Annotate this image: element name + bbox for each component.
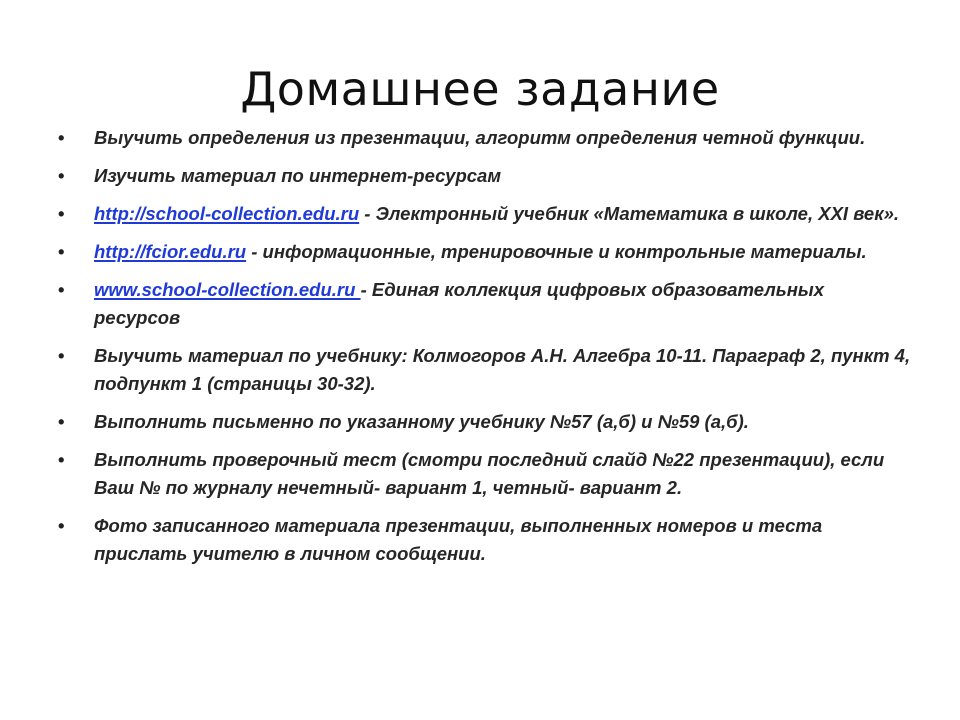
list-item xyxy=(54,446,914,502)
item-text: Выучить материал по учебнику: Колмогоров А.Н. Алгебра 10-11. Параграф 2, пункт 4, подпункт 1 (страницы 30-32). xyxy=(94,345,911,394)
list-item xyxy=(54,162,914,190)
bullet-icon: • xyxy=(58,165,65,186)
item-text: Изучить материал по интернет-ресурсам xyxy=(94,165,502,186)
list-item xyxy=(54,342,914,398)
item-text: Выполнить проверочный тест (смотри последний слайд №22 презентации), если Ваш № по журналу нечетный- вариант 1, четный- вариант 2. xyxy=(94,449,885,498)
www-school-collection-link[interactable]: www.school-collection.edu.ru xyxy=(94,279,361,300)
list-item xyxy=(54,200,914,228)
school-collection-link[interactable]: http://school-collection.edu.ru xyxy=(94,203,360,224)
item-text: Выучить определения из презентации, алгоритм определения четной функции. xyxy=(94,127,866,148)
item-text: Выполнить письменно по указанному учебнику №57 (а,б) и №59 (а,б). xyxy=(94,411,749,432)
bullet-icon: • xyxy=(58,515,65,536)
bullet-icon: • xyxy=(58,279,65,300)
homework-list xyxy=(54,124,914,578)
bullet-icon: • xyxy=(58,449,65,470)
fcior-link[interactable]: http://fcior.edu.ru xyxy=(94,241,247,262)
slide-title: Домашнее задание xyxy=(240,62,720,116)
bullet-icon: • xyxy=(58,345,65,366)
list-item xyxy=(54,276,914,332)
bullet-icon: • xyxy=(58,411,65,432)
bullet-icon: • xyxy=(58,127,65,148)
list-item xyxy=(54,408,914,436)
item-text: - Единая коллекция цифровых образовательных ресурсов xyxy=(94,279,824,328)
list-item xyxy=(54,512,914,568)
list-item xyxy=(54,238,914,266)
item-text: - информационные, тренировочные и контрольные материалы. xyxy=(246,241,867,262)
list-item xyxy=(54,124,914,152)
bullet-icon: • xyxy=(58,241,65,262)
item-text: Фото записанного материала презентации, выполненных номеров и теста прислать учителю в личном сообщении. xyxy=(94,515,823,564)
item-text: - Электронный учебник «Математика в школе, XXI век». xyxy=(359,203,900,224)
bullet-icon: • xyxy=(58,203,65,224)
